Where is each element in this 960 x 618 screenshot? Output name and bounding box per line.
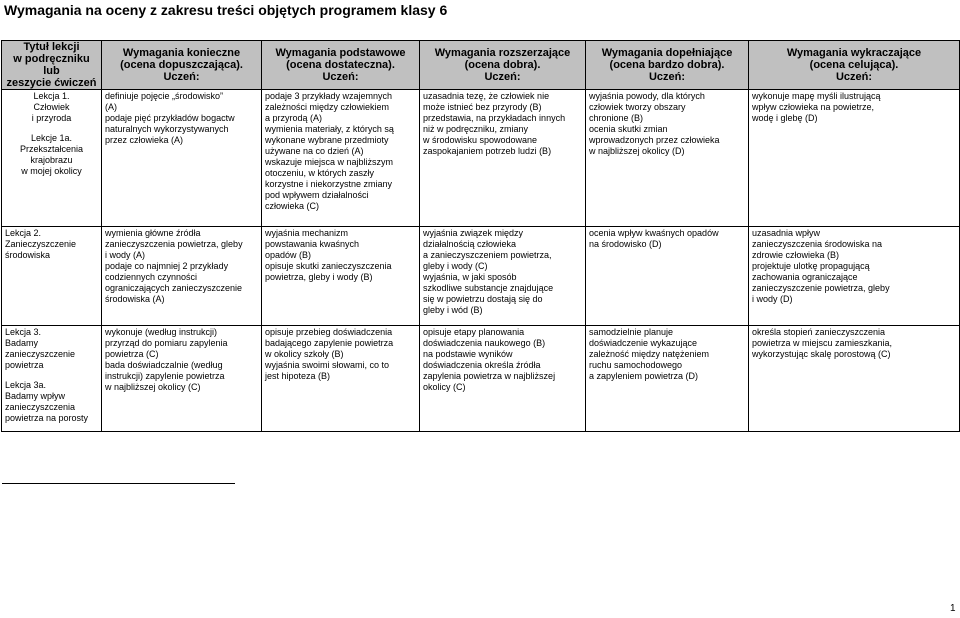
cell-line: wykonane wybrane przedmioty [265,135,389,145]
lesson-line: i przyroda [31,113,72,123]
cell-line: korzystne i niekorzystne zmiany [265,179,393,189]
cell-line: wyjaśnia związek między [423,228,524,238]
cell-line: podaje pięć przykładów bogactw [105,113,235,123]
header-extended [420,41,586,90]
cell-line: samodzielnie planuje [589,327,674,337]
lesson-line: zanieczyszczenia [5,402,76,412]
cell-line: gleby i wody (C) [423,261,488,271]
cell-line: uzasadnia wpływ [752,228,821,238]
header-basic [262,41,420,90]
cell-required [102,326,262,432]
cell-line: wykonuje (według instrukcji) [105,327,218,337]
lesson-line: Badamy wpływ [5,391,66,401]
cell-exceeding [749,326,960,432]
header-text: Uczeń: [648,71,686,83]
cell-line: się w powietrzu dostają się do [423,294,543,304]
cell-basic [262,227,420,326]
cell-line: zależności między człowiekiem [265,102,390,112]
cell-complementary [586,90,749,227]
cell-line: i wody (A) [105,250,146,260]
cell-extended [420,227,586,326]
header-text: (ocena bardzo dobra). [609,59,725,71]
cell-line: pod wpływem działalności [265,190,369,200]
lesson-line: krajobrazu [30,155,73,165]
cell-line: środowiska (A) [105,294,165,304]
page-number: 1 [950,603,956,614]
table-row [2,227,960,326]
cell-line: podaje 3 przykłady wzajemnych [265,91,393,101]
header-row [2,41,960,90]
cell-basic [262,90,420,227]
lesson-line: Przekształcenia [19,144,84,154]
cell-line: (A) [105,102,117,112]
cell-line: powietrza, gleby i wody (B) [265,272,373,282]
header-text: (ocena dostateczna). [286,59,395,71]
cell-line: w okolicy szkoły (B) [265,349,344,359]
cell-line: chronione (B) [589,113,644,123]
header-text: Wymagania podstawowe [275,47,406,59]
header-text: Uczeń: [163,71,200,83]
header-text: Tytuł lekcji [23,41,80,53]
lesson-line: środowiska [5,250,51,260]
header-text: Wymagania rozszerzające [434,47,571,59]
cell-line: wyjaśnia mechanizm [265,228,349,238]
cell-line: jest hipoteza (B) [265,371,331,381]
header-text: Uczeń: [835,71,873,83]
cell-line: naturalnych wykorzystywanych [105,124,229,134]
lesson-line: zanieczyszczenie [5,349,76,359]
cell-line: ocenia skutki zmian [589,124,668,134]
cell-complementary [586,227,749,326]
cell-line: opisuje etapy planowania [423,327,525,337]
cell-required [102,227,262,326]
cell-line: w najbliższej okolicy (C) [105,382,201,392]
cell-line: doświadczenia naukowego (B) [423,338,546,348]
cell-line: powstawania kwaśnych [265,239,360,249]
cell-line: instrukcji) zapylenie powietrza [105,371,225,381]
header-text: zeszycie ćwiczeń [6,77,97,89]
cell-line: ocenia wpływ kwaśnych opadów [589,228,719,238]
cell-line: wykonuje mapę myśli ilustrującą [752,91,881,101]
header-complementary [586,41,749,90]
cell-line: wprowadzonych przez człowieka [589,135,720,145]
lesson-line: powietrza [5,360,44,370]
lesson-line: Zanieczyszczenie [5,239,77,249]
cell-line: wymienia główne źródła [105,228,201,238]
cell-exceeding [749,90,960,227]
cell-line: okolicy (C) [423,382,466,392]
lesson-cell [2,326,102,432]
cell-line: określa stopień zanieczyszczenia [752,327,886,337]
header-text: (ocena celująca). [809,59,899,71]
cell-line: podaje co najmniej 2 przykłady [105,261,229,271]
lesson-line: Badamy [5,338,39,348]
header-text: Uczeń: [322,71,359,83]
cell-basic [262,326,420,432]
cell-line: wskazuje miejsca w najbliższym [265,157,394,167]
cell-line: w najbliższej okolicy (D) [589,146,685,156]
cell-line: zanieczyszczenia powietrza, gleby [105,239,243,249]
header-text: (ocena dobra). [464,59,541,71]
header-text: Wymagania dopełniające [601,47,733,59]
header-text: (ocena dopuszczająca). [120,59,243,71]
cell-line: opisuje skutki zanieczyszczenia [265,261,392,271]
requirements-table [1,40,960,432]
cell-line: zachowania ograniczające [752,272,858,282]
cell-line: wyjaśnia swoimi słowami, co to [265,360,390,370]
cell-line: przedstawia, na przykładach innych [423,113,566,123]
lesson-line: Lekcja 3a. [5,380,47,390]
cell-extended [420,90,586,227]
cell-line: używane na co dzień (A) [265,146,364,156]
cell-line: w środowisku spowodowane [423,135,538,145]
lesson-line: Człowiek [33,102,70,112]
header-text: Uczeń: [484,71,521,83]
lesson-line: Lekcja 2. [5,228,42,238]
cell-line: może istnieć bez przyrody (B) [423,102,542,112]
cell-line: doświadczenia określa źródła [423,360,541,370]
cell-line: na środowisko (D) [589,239,662,249]
cell-line: zapylenia powietrza w najbliższej [423,371,556,381]
header-text: w podręczniku lub [13,53,90,77]
cell-line: doświadczenie wykazujące [589,338,698,348]
cell-line: codziennych czynności [105,272,198,282]
cell-line: zależność między natężeniem [589,349,710,359]
cell-line: wpływ człowieka na powietrze, [752,102,875,112]
cell-extended [420,326,586,432]
cell-line: wyjaśnia, w jaki sposób [423,272,517,282]
cell-line: wymienia materiały, z których są [265,124,394,134]
document-title: Wymagania na oceny z zakresu treści objętych programem klasy 6 [4,2,448,18]
lesson-line: w mojej okolicy [21,166,82,176]
cell-line: niż w podręczniku, zmiany [423,124,529,134]
cell-line: powietrza (C) [105,349,159,359]
cell-line: otoczeniu, w których zaszły [265,168,375,178]
cell-line: uzasadnia tezę, że człowiek nie [423,91,550,101]
lesson-cell [2,90,102,227]
footnote-separator [2,483,235,484]
lesson-line: Lekcja 1. [33,91,70,101]
cell-line: badającego zapylenie powietrza [265,338,394,348]
cell-complementary [586,326,749,432]
header-exceeding [749,41,960,90]
cell-line: wyjaśnia powody, dla których [589,91,705,101]
lesson-line: powietrza na porosty [5,413,89,423]
cell-line: opisuje przebieg doświadczenia [265,327,393,337]
table-row [2,326,960,432]
cell-line: a przyrodą (A) [265,113,323,123]
cell-line: a zapyleniem powietrza (D) [589,371,699,381]
cell-line: opadów (B) [265,250,312,260]
cell-line: przez człowieka (A) [105,135,184,145]
header-text: Wymagania wykraczające [786,47,922,59]
cell-line: definiuje pojęcie „środowisko” [105,91,224,101]
cell-line: i wody (D) [752,294,793,304]
cell-line: wykorzystując skalę porostową (C) [752,349,891,359]
table-row [2,90,960,227]
cell-line: zanieczyszczenie powietrza, gleby [752,283,890,293]
cell-line: gleby i wód (B) [423,305,483,315]
cell-line: zanieczyszczenia środowiska na [752,239,883,249]
cell-line: wodę i glebę (D) [752,113,818,123]
lesson-line: Lekcja 3. [5,327,42,337]
cell-exceeding [749,227,960,326]
cell-line: zdrowie człowieka (B) [752,250,840,260]
cell-line: ograniczających zanieczyszczenie [105,283,243,293]
lesson-cell [2,227,102,326]
cell-line: a zanieczyszczeniem powietrza, [423,250,552,260]
lesson-line: Lekcje 1a. [30,133,73,143]
header-lesson-title [2,41,102,90]
cell-required [102,90,262,227]
header-text: Wymagania konieczne [122,47,241,59]
cell-line: na podstawie wyników [423,349,513,359]
header-required [102,41,262,90]
cell-line: szkodliwe substancje znajdujące [423,283,554,293]
cell-line: projektuje ulotkę propagującą [752,261,870,271]
cell-line: ruchu samochodowego [589,360,683,370]
cell-line: działalnością człowieka [423,239,517,249]
cell-line: przyrząd do pomiaru zapylenia [105,338,228,348]
cell-line: człowiek tworzy obszary [589,102,686,112]
cell-line: człowieka (C) [265,201,320,211]
cell-line: bada doświadczalnie (według [105,360,223,370]
cell-line: zaspokajaniem potrzeb ludzi (B) [423,146,552,156]
cell-line: powietrza w miejscu zamieszkania, [752,338,893,348]
